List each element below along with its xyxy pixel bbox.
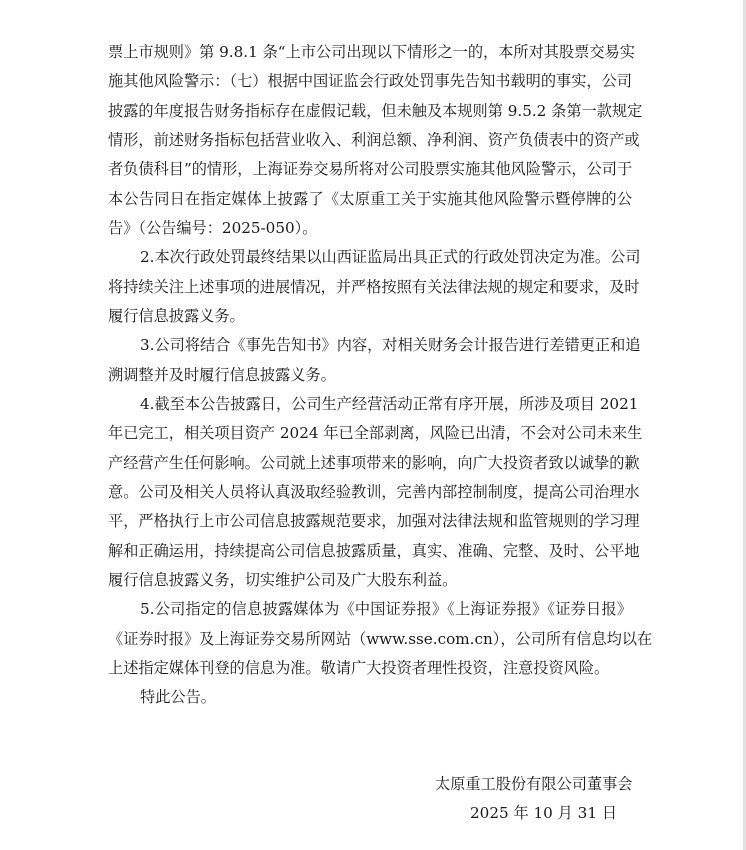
text-line: 履行信息披露义务。 — [108, 307, 245, 325]
text-line: 告》（公告编号：2025-050）。 — [108, 219, 318, 237]
text-line: 5.公司指定的信息披露媒体为《中国证券报》《上海证券报》《证券日报》 — [140, 600, 632, 618]
text-line: 履行信息披露义务，切实维护公司及广大股东利益。 — [108, 571, 458, 589]
text-line: 披露的年度报告财务指标存在虚假记载，但未触及本规则第 9.5.2 条第一款规定 — [108, 102, 643, 120]
text-line: 情形，前述财务指标包括营业收入、利润总额、净利润、资产负债表中的资产或 — [108, 131, 640, 149]
text-line: 2.本次行政处罚最终结果以山西证监局出具正式的行政处罚决定为准。公司 — [140, 248, 641, 266]
text-line: 年已完工，相关项目资产 2024 年已全部剥离，风险已出清，不会对公司未来生 — [108, 424, 643, 442]
text-line: 特此公告。 — [140, 688, 216, 706]
text-line: 《证券时报》及上海证券交易所网站（www.sse.com.cn），公司所有信息均以在 — [108, 630, 653, 648]
text-line: 溯调整并及时履行信息披露义务。 — [108, 366, 336, 384]
text-line: 4.截至本公告披露日，公司生产经营活动正常有序开展，所涉及项目 2021 — [140, 395, 639, 413]
text-line: 平，严格执行上市公司信息披露规范要求，加强对法律法规和监管规则的学习理 — [108, 512, 640, 530]
signature-company: 太原重工股份有限公司董事会 — [435, 775, 633, 793]
text-line: 产经营产生任何影响。公司就上述事项带来的影响，向广大投资者致以诚挚的歉 — [108, 454, 640, 472]
text-line: 意。公司及相关人员将认真汲取经验教训，完善内部控制制度，提高公司治理水 — [108, 483, 640, 501]
signature-date: 2025 年 10 月 31 日 — [470, 804, 618, 822]
text-line: 上述指定媒体刊登的信息为准。敬请广大投资者理性投资，注意投资风险。 — [108, 659, 610, 677]
text-line: 将持续关注上述事项的进展情况，并严格按照有关法律法规的规定和要求，及时 — [108, 278, 640, 296]
text-line: 施其他风险警示：（七）根据中国证监会行政处罚事先告知书载明的事实，公司 — [108, 72, 632, 90]
text-line: 本公告同日在指定媒体上披露了《太原重工关于实施其他风险警示暨停牌的公 — [108, 190, 632, 208]
text-line: 票上市规则》第 9.8.1 条“上市公司出现以下情形之一的，本所对其股票交易实 — [108, 43, 635, 61]
text-line: 3.公司将结合《事先告知书》内容，对相关财务会计报告进行差错更正和追 — [140, 336, 641, 354]
text-line: 解和正确运用，持续提高公司信息披露质量，真实、准确、完整、及时、公平地 — [108, 542, 640, 560]
text-line: 者负债科目”的情形，上海证券交易所将对公司股票实施其他风险警示，公司于 — [108, 160, 633, 178]
